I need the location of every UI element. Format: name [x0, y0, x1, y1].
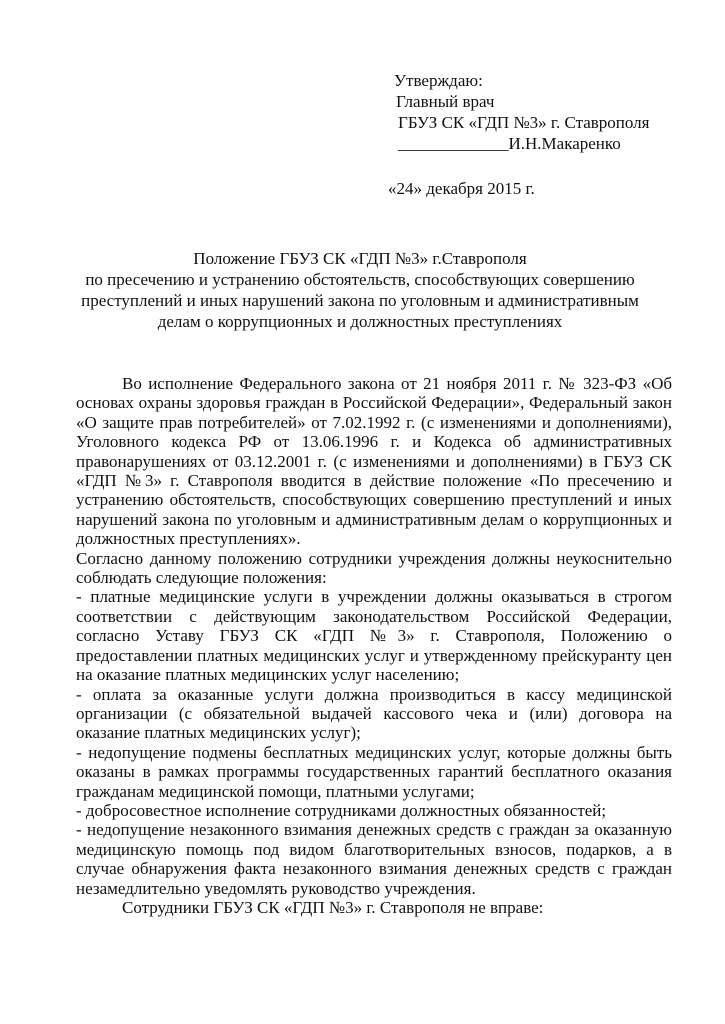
- document-title: [60, 248, 660, 332]
- requirement-item: - оплата за оказанные услуги должна производиться в кассу медицинской организации (с обязательной выдачей кассового чека и (или) договора на оказание платных медицинских услуг);: [76, 684, 672, 743]
- approval-signature-line: _____________И.Н.Макаренко: [398, 134, 621, 153]
- requirement-item: - недопущение подмены бесплатных медицинских услуг, которые должны быть оказаны в рамках программы государственных гарантий бесплатного оказания гражданам медицинской помощи, платными услугами;: [76, 742, 672, 801]
- title-line-3: преступлений и иных нарушений закона по уголовным и административным: [81, 291, 639, 310]
- approval-heading: Утверждаю:: [394, 71, 483, 90]
- approval-date: «24» декабря 2015 г.: [388, 179, 535, 198]
- approval-position: Главный врач: [396, 92, 495, 111]
- requirement-item: - добросовестное исполнение сотрудниками должностных обязанностей;: [76, 800, 607, 820]
- approval-organization: ГБУЗ СК «ГДП №3» г. Ставрополя: [398, 113, 650, 132]
- requirement-item: - платные медицинские услуги в учреждении должны оказываться в строгом соответствии с действующим законодательством Российской Федерации, согласно Уставу ГБУЗ СК «ГДП №3» г. Ставрополя, Положению о предоставлении платных медицинских услуг и утвержденному прейскуранту цен на оказание платных медицинских услуг населению;: [76, 587, 672, 685]
- document-body: [76, 374, 672, 917]
- requirement-item: - недопущение незаконного взимания денежных средств с граждан за оказанную медицинскую помощь под видом благотворительных взносов, подарков, а в случае обнаружения факта незаконного взимания денежных средств с граждан незамедлительно уведомлять руководство учреждения.: [76, 820, 672, 898]
- title-line-1: Положение ГБУЗ СК «ГДП №3» г.Ставрополя: [193, 249, 527, 268]
- prohibitions-intro-paragraph: Сотрудники ГБУЗ СК «ГДП №3» г. Ставрополя не вправе:: [122, 897, 544, 917]
- intro-paragraph: Во исполнение Федерального закона от 21 ноября 2011 г. № 323-ФЗ «Об основах охраны здоровья граждан в Российской Федерации», Федеральный закон «О защите прав потребителей» от 7.02.1992 г. (с изменениями и дополнениями), Уголовного кодекса РФ от 13.06.1996 г. и Кодекса об административных правонарушениях от 03.12.2001 г. (с изменениями и дополнениями) в ГБУЗ СК «ГДП №3» г. Ставрополя вводится в действие положение «По пресечению и устранению обстоятельств, способствующих совершению преступлений и иных нарушений закона по уголовным и административным делам о коррупционных и должностных преступлениях».: [76, 374, 672, 549]
- requirements-intro-paragraph: Согласно данному положению сотрудники учреждения должны неукоснительно соблюдать следующие положения:: [76, 548, 672, 588]
- approval-block: [388, 70, 649, 199]
- title-line-2: по пресечению и устранению обстоятельств, способствующих совершению: [85, 270, 635, 289]
- title-line-4: делам о коррупционных и должностных преступлениях: [157, 312, 563, 331]
